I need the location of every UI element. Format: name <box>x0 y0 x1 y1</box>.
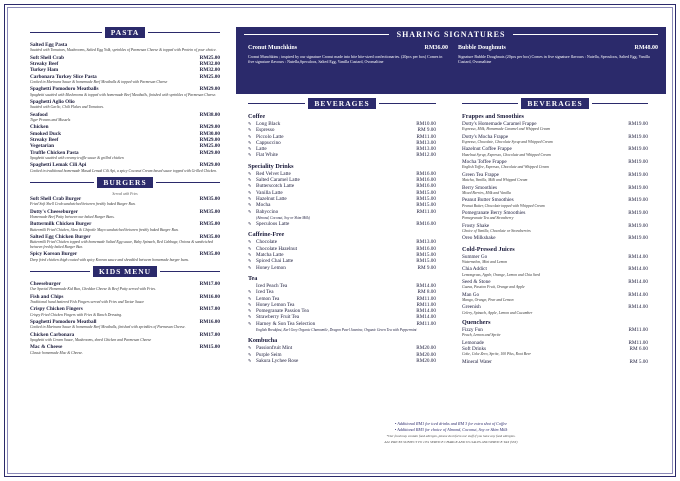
beverage-item <box>248 152 436 158</box>
beverage-name: Iced Tea <box>256 289 274 296</box>
beverage-desc: Celery, Spinach, Apple, Lemon and Cucumber <box>462 310 533 315</box>
item-desc: Cooked in Marinara Sauce & homemade Beef Meatballs & topped with Parmesan Cheese <box>30 79 168 84</box>
beverage-price: RM15.00 <box>416 258 436 265</box>
beverage-name: Flat White <box>256 152 278 159</box>
item-price: RM29.00 <box>199 86 220 93</box>
beverage-desc: Mixed Berries, Milk and Vanilla <box>462 190 511 195</box>
bubble-name: Bubble Doughnuts <box>458 45 506 51</box>
vegan-mark-icon: ✎ <box>248 289 252 295</box>
signatures-header <box>236 30 666 39</box>
bev-mid-list <box>248 113 436 364</box>
beverage-name: Dotty's Homemade Caramel Frappe <box>462 121 537 127</box>
item-price: RM38.00 <box>199 111 220 118</box>
bev-section-title: Speciality Drinks <box>248 162 294 170</box>
beverage-name: Peanut Butter Smoothies <box>462 197 514 204</box>
beverage-price: RM19.00 <box>628 159 648 166</box>
beverage-name: Seed & Stone <box>462 279 491 286</box>
bev-mid-title: BEVERAGES <box>308 98 375 109</box>
beverage-name: Lemonade <box>462 339 484 346</box>
beverage-desc: Pomegranate Tea and Strawberry <box>462 216 514 221</box>
item-name: Carbonara Turkey Slice Pasta <box>30 73 97 80</box>
beverage-desc: Lemongrass, Apple, Orange, Lemon and Chia Seed <box>462 272 541 277</box>
beverage-name: Red Velvet Latte <box>256 170 291 177</box>
beverage-price: RM14.00 <box>628 291 648 298</box>
beverage-price: RM16.00 <box>416 183 436 190</box>
beverage-price: RM14.00 <box>628 253 648 260</box>
beverage-name: Honey Lemon <box>256 264 286 271</box>
vegan-mark-icon: ✎ <box>248 295 252 301</box>
beverage-item <box>248 327 436 333</box>
item-price: RM35.00 <box>199 221 220 228</box>
beverage-label <box>248 327 417 333</box>
item-price: RM17.00 <box>199 280 220 287</box>
divider <box>379 103 436 104</box>
item-name: Dotty's Cheeseburger <box>30 208 78 215</box>
beverage-name: Chocolate Hazelnut <box>256 245 298 252</box>
beverage-item <box>248 358 436 364</box>
kids-list <box>30 281 220 355</box>
divider <box>462 103 518 104</box>
beverage-price: RM19.00 <box>628 121 648 127</box>
beverage-name: Matcha Latte <box>256 252 284 259</box>
vegan-mark-icon: ✎ <box>248 133 252 139</box>
item-desc: Fried Soft Shell Crab sandwiched between freshly baked Burger Bun. <box>30 202 136 207</box>
vegan-mark-icon: ✎ <box>248 121 252 126</box>
item-name: Turkey Ham <box>30 67 59 74</box>
item-price: RM25.00 <box>199 73 220 80</box>
beverage-price: RM19.00 <box>628 171 648 178</box>
item-desc: Sautéed with Garlic, Chili Flakes and Tomatoes. <box>30 105 104 110</box>
item-price: RM29.00 <box>199 124 220 131</box>
beverage-label <box>248 265 286 271</box>
vegan-mark-icon: ✎ <box>248 357 252 363</box>
beverage-desc: Coke, Coke Zero, Sprite, 100 Plus, Root Beer <box>462 352 531 357</box>
beverage-name: Summer Go <box>462 253 488 260</box>
item-name: Soft Shell Crab Burger <box>30 196 82 202</box>
beverage-name: Pomegranate Berry Smoothies <box>462 209 526 216</box>
beverage-name: Oreo Milkshake <box>462 235 496 242</box>
beverage-desc: Peach, Lemon and Sprite <box>462 333 501 338</box>
item-desc: Deep fried chicken thigh coated with spicy Korean sauce and shredded between homemade burger buns. <box>30 257 189 262</box>
item-name: Truffle Chicken Pasta <box>30 149 79 156</box>
item-name: Buttermilk Chicken Burger <box>30 221 92 228</box>
beverage-price: RM11.00 <box>628 339 648 346</box>
beverage-price: RM14.00 <box>416 314 436 321</box>
note-iced: • Additional RM1 for iced drinks and RM 3 for extra shot of Coffee <box>394 421 508 426</box>
beverage-price: RM11.00 <box>416 301 436 308</box>
cronut-desc: Cronut Munchkins ; inspired by our signature Cronut made into bite bite-sized confectionaries. (20pcs per box) Comes in five signature flavours : Nutella,Speculoos, Salted Egg, Vanilla Custard, Ovomaltine <box>248 54 443 64</box>
bev-section-title: Kombucha <box>248 337 278 345</box>
item-name: Spaghetti Pomodoro Meatballs <box>30 86 99 93</box>
vegan-mark-icon: ✎ <box>248 195 252 201</box>
burgers-list <box>30 196 220 262</box>
vegan-mark-icon: ✎ <box>248 351 252 357</box>
beverage-desc: English Toffee, Espresso, Chocolate and Whipped Cream <box>462 165 549 170</box>
beverage-price: RM19.00 <box>628 184 648 191</box>
item-price: RM35.00 <box>199 208 220 215</box>
beverage-price: RM19.00 <box>628 222 648 229</box>
beverage-name: Mocha Toffee Frappe <box>462 159 507 166</box>
item-name: Crispy Chicken Fingers <box>30 306 83 313</box>
bev-section-title: Frappes and Smoothies <box>462 113 524 120</box>
vegan-mark-icon: ✎ <box>248 314 252 320</box>
pasta-list <box>30 42 220 173</box>
vegan-mark-icon: ✎ <box>248 252 252 258</box>
burgers-header <box>30 177 220 188</box>
beverage-price: RM11.00 <box>628 327 648 334</box>
beverage-name: Frosty Shake <box>462 222 490 229</box>
item-name: Spaghetti Aglio Olio <box>30 99 75 105</box>
bev-section-title: Quenchers <box>462 319 491 327</box>
beverage-name: Chocolate <box>256 239 278 246</box>
note-milk: • Additional RM3 for choice of Almond, Coconut, Soy or Skim Milk <box>394 427 508 432</box>
cronut-name: Cronut Munchkins <box>248 45 298 51</box>
divider <box>30 32 102 33</box>
item-name: Cheeseburger <box>30 280 61 287</box>
vegan-mark-icon: ✎ <box>248 127 252 133</box>
bubble-doughnuts <box>458 45 658 64</box>
vegan-mark-icon: ✎ <box>248 152 252 158</box>
item-price: RM35.00 <box>199 251 220 258</box>
beverage-name: Butterscotch Latte <box>256 183 295 190</box>
item-desc: Spaghetti sautéed with Mushrooms & topped with homemade Beef Meatballs, finished with sprinkles of Parmesan Cheese. <box>30 92 217 97</box>
item-name: Salted Egg Chicken Burger <box>30 234 91 241</box>
middle-beverages-column <box>248 98 436 418</box>
beverage-label <box>248 358 298 364</box>
beverage-desc: Peanut Butter, Chocolate topped with Whipped Cream <box>462 203 545 208</box>
item-price: RM29.00 <box>199 149 220 156</box>
beverage-price: RM15.00 <box>416 189 436 196</box>
beverage-name: Purple Seim <box>256 351 282 358</box>
item-price: RM17.00 <box>199 331 220 338</box>
beverage-name: Green Tea Frappe <box>462 171 499 178</box>
beverage-price: RM13.00 <box>416 146 436 153</box>
item-name: Salted Egg Pasta <box>30 42 68 48</box>
item-name: Mac & Cheese <box>30 344 63 351</box>
beverage-name: (Almond, Coconut, Soy or Skim Milk) <box>256 215 310 220</box>
beverage-price: RM 9.00 <box>417 127 436 134</box>
item-name: Seafood <box>30 111 48 118</box>
divider <box>30 182 94 183</box>
note-allergen: *Our food may contain food allergen, please do inform our staff if you have any food allergies. <box>386 434 516 438</box>
vegan-mark-icon: ✎ <box>248 183 252 189</box>
beverage-name: Mineral Water <box>462 358 492 365</box>
divider <box>513 34 658 35</box>
divider <box>248 103 305 104</box>
beverage-desc: Choice of Vanilla, Chocolate or Strawberries <box>462 228 531 233</box>
item-desc: Cooked in traditional homemade Masak Lemak Cili Api, a spicy Coconut Cream based sauce topped with Grilled Chicken. <box>30 168 217 173</box>
item-name: Streaky Beef <box>30 61 59 67</box>
beverage-price: RM16.00 <box>416 177 436 184</box>
beverage-name: Greenish <box>462 304 481 311</box>
vegan-mark-icon: ✎ <box>248 308 252 314</box>
beverage-price: RM14.00 <box>628 304 648 311</box>
item-name: Spicy Korean Burger <box>30 251 78 258</box>
beverage-name: Pomegranate Passion Tea <box>256 308 309 315</box>
beverage-name: Berry Smoothies <box>462 184 498 191</box>
note-tax: ALL PRICES SUBJECT TO 10% SERVICE CHARGE AND 6% SALES AND SERVICE TAX (SST) <box>384 440 518 444</box>
beverage-price: RM 8.00 <box>417 289 436 296</box>
beverage-price: RM16.00 <box>416 170 436 177</box>
beverage-item <box>248 265 436 271</box>
item-name: Spaghetti Pomodoro Meatball <box>30 319 97 326</box>
item-price: RM32.00 <box>199 67 220 74</box>
vegan-mark-icon: ✎ <box>248 301 252 307</box>
beverage-price: RM19.00 <box>628 235 648 242</box>
beverage-price: RM20.00 <box>416 351 436 358</box>
beverage-price: RM19.00 <box>628 133 648 140</box>
beverage-price: RM20.00 <box>416 357 436 364</box>
beverage-name: Speculoos Latte <box>256 221 290 228</box>
vegan-mark-icon: ✎ <box>248 208 252 214</box>
item-price: RM16.00 <box>199 293 220 300</box>
item-price: RM17.00 <box>199 306 220 313</box>
item-desc: Crispy Fried Chicken Fingers with Fries & Ranch Dressing. <box>30 312 123 317</box>
item-desc: Classic homemade Mac & Cheese. <box>30 350 84 355</box>
beverage-price: RM11.00 <box>416 133 436 140</box>
beverage-desc: Espresso, Chocolate, Chocolate Syrup and Whipped Cream <box>462 140 553 144</box>
item-price: RM16.00 <box>199 319 220 326</box>
cronut-price: RM36.00 <box>424 45 448 51</box>
beverage-name: Honey Lemon Tea <box>256 301 295 308</box>
item-price: RM25.00 <box>199 54 220 61</box>
item-desc: Traditional hand battered Fish Fingers served with Fries and Tartar Sauce <box>30 299 145 304</box>
beverage-label <box>248 221 289 227</box>
divider <box>244 34 389 35</box>
beverage-price: RM16.00 <box>416 221 436 228</box>
beverage-name: Babyccino <box>256 208 279 215</box>
vegan-mark-icon: ✎ <box>248 264 252 270</box>
item-name: Fish and Chips <box>30 293 64 300</box>
beverage-desc: Espresso, Milk, Homemade Caramel and Whipped Cream <box>462 127 551 132</box>
beverage-name: Passionfruit Mint <box>256 345 293 352</box>
bev-section-title: Tea <box>248 274 258 282</box>
beverage-price: RM15.00 <box>416 195 436 202</box>
beverage-item <box>248 221 436 227</box>
bev-right-header <box>462 98 648 109</box>
vegan-mark-icon: ✎ <box>248 202 252 208</box>
vegan-mark-icon: ✎ <box>248 146 252 152</box>
beverage-name: Strawberry Fruit Tea <box>256 314 300 321</box>
beverage-name: English Breakfast, Earl Grey Organic Chamomile, Dragon Pearl Jasmine, Organic Green Tea with Peppermint <box>256 328 417 333</box>
beverage-name: Piccolo Latte <box>256 133 284 140</box>
vegan-mark-icon: ✎ <box>248 189 252 195</box>
beverage-price: RM12.00 <box>416 152 436 159</box>
beverage-price: RM15.00 <box>416 252 436 259</box>
vegan-mark-icon: ✎ <box>248 239 252 245</box>
item-desc: Homemade Beef Patty between our baked Burger Buns. <box>30 215 115 219</box>
beverage-name: Mocha <box>256 202 271 209</box>
right-beverages-column <box>462 98 648 418</box>
beverage-price: RM13.00 <box>416 139 436 146</box>
bev-section-title: Cold-Pressed Juices <box>462 245 515 253</box>
beverage-desc: Mango, Orange, Pear and Lemon <box>462 298 514 303</box>
burgers-tagline: Served with Fries <box>112 192 138 196</box>
sharing-signatures-panel <box>236 27 666 94</box>
beverage-desc: Guava, Passion Fruit, Orange and Apple <box>462 285 525 290</box>
vegan-mark-icon: ✎ <box>248 258 252 264</box>
beverage-price: RM14.00 <box>416 308 436 315</box>
beverage-name: Spiced Chai Latte <box>256 258 294 265</box>
item-price: RM15.00 <box>199 344 220 351</box>
beverage-price: RM19.00 <box>628 197 648 204</box>
beverage-price: RM14.00 <box>628 279 648 286</box>
vegan-mark-icon: ✎ <box>248 345 252 351</box>
item-desc: Buttermilk Fried Chicken, Slaw & Chipotle Mayo sandwiched between freshly baked Burger Bun. <box>30 227 179 232</box>
signatures-title: SHARING SIGNATURES <box>396 30 506 39</box>
beverage-price: RM 9.00 <box>417 264 436 271</box>
pasta-header <box>30 27 220 38</box>
beverage-name: Man Go <box>462 291 480 298</box>
item-name: Soft Shell Crab <box>30 54 65 61</box>
beverage-item <box>462 359 648 365</box>
beverage-name: Hazelnut Latte <box>256 195 287 202</box>
beverage-name: Soft Drinks <box>462 346 487 353</box>
beverage-price: RM 5.00 <box>629 358 648 365</box>
item-name: Streaky Beef <box>30 137 59 143</box>
item-desc: Spaghetti with Cream Sauce, Mushrooms, shred Chicken and Parmesan Cheese <box>30 338 152 343</box>
beverage-name: Sakura Lychee Rose <box>256 357 299 364</box>
item-price: RM35.00 <box>199 234 220 241</box>
item-price: RM25.00 <box>199 143 220 150</box>
divider <box>592 103 648 104</box>
beverage-name: Dotty's Mocha Frappe <box>462 133 509 140</box>
beverage-name: Fizzy Fun <box>462 327 483 334</box>
beverage-name: Salted Caramel Latte <box>256 177 300 184</box>
burgers-title: BURGERS <box>97 177 152 188</box>
beverage-name: Hazelnut Coffee Frappe <box>462 146 512 153</box>
item-desc: Sautéed with Tomatoes, Mushrooms, Salted Egg Yolk, sprinkles of Parmesan Cheese & topped with Protein of your choice. <box>30 48 217 53</box>
bubble-price: RM48.00 <box>634 45 658 51</box>
beverage-price: RM13.00 <box>416 239 436 246</box>
left-column <box>30 27 220 447</box>
beverage-price: RM19.00 <box>628 209 648 216</box>
beverage-name: Chia Addict <box>462 266 487 273</box>
beverage-desc: Matcha, Vanilla, Milk and Whipped Cream <box>462 178 528 183</box>
beverage-label <box>248 152 278 158</box>
kids-title: KIDS MENU <box>93 266 157 277</box>
beverage-name: Harney & Son Tea Selection <box>256 320 316 327</box>
beverage-price: RM14.00 <box>416 282 436 289</box>
bev-right-title: BEVERAGES <box>521 98 588 109</box>
beverage-price: RM11.00 <box>416 208 436 215</box>
vegan-mark-icon: ✎ <box>248 245 252 251</box>
item-desc: Our Special Homemade Kid Bun, Cheddar Cheese & Beef Patty served with Fries. <box>30 287 156 292</box>
vegan-mark-icon: ✎ <box>248 170 252 176</box>
beverage-price: RM14.00 <box>628 266 648 273</box>
item-desc: Buttermilk Fried Chicken topped with homemade Salted Egg sauce, Baby Spinach, Red Cabbage, Onions & sandwiched between freshly baked Burger Bun. <box>30 240 214 249</box>
divider <box>156 182 220 183</box>
bev-mid-header <box>248 98 436 109</box>
item-price: RM29.00 <box>199 137 220 143</box>
beverage-price: RM11.00 <box>416 295 436 302</box>
kids-header <box>30 266 220 277</box>
beverage-price: RM15.00 <box>416 202 436 209</box>
divider <box>148 32 220 33</box>
vegan-mark-icon: ✎ <box>248 139 252 145</box>
vegan-mark-icon: ✎ <box>248 320 252 326</box>
item-desc: Tiger Prawns and Mussels <box>30 118 71 122</box>
beverage-price: RM19.00 <box>628 146 648 153</box>
beverage-price: RM20.00 <box>416 345 436 352</box>
beverage-price: RM10.00 <box>416 121 436 127</box>
item-price: RM32.00 <box>199 61 220 67</box>
vegan-mark-icon: ✎ <box>248 221 252 227</box>
beverage-name: Iced Peach Tea <box>256 282 288 289</box>
item-price: RM30.00 <box>199 130 220 137</box>
item-desc: Cooked in Marinara Sauce & homemade Beef Meatballs, finished with sprinkles of Parmesan Cheese. <box>30 325 186 330</box>
beverage-price: RM 6.00 <box>629 346 648 353</box>
beverage-desc: Hazelnut Syrup, Espresso, Chocolate and Whipped Cream <box>462 152 551 157</box>
item-name: Smoked Duck <box>30 130 61 137</box>
item-name: Chicken Carbonara <box>30 331 75 338</box>
footer-notes <box>236 421 666 445</box>
beverage-name: Lemon Tea <box>256 295 280 302</box>
beverage-name: Cappuccino <box>256 139 281 146</box>
beverage-price: RM16.00 <box>416 245 436 252</box>
item-price: RM35.00 <box>199 196 220 202</box>
bev-right-list <box>462 113 648 365</box>
item-name: Vegetarian <box>30 143 55 150</box>
bubble-desc: Signature Bubble Doughnuts (20pcs per box) Comes in five signature flavours : Nutella, Speculoos, Salted Egg, Vanilla Custard, Ovomaltine <box>458 54 650 64</box>
item-name: Spaghetti Lemak Cili Api <box>30 162 87 169</box>
bev-section-title: Coffee <box>248 113 266 120</box>
item-desc: Spaghetti sautéed with creamy truffle sauce & grilled chicken <box>30 155 124 160</box>
beverage-name: Long Black <box>256 121 281 127</box>
item-name: Chicken <box>30 124 49 131</box>
beverage-name: Latte <box>256 146 267 153</box>
divider <box>30 271 90 272</box>
beverage-name: Espresso <box>256 127 275 134</box>
divider <box>160 271 220 272</box>
pasta-title: PASTA <box>105 27 145 38</box>
item-price: RM29.00 <box>199 162 220 169</box>
beverage-desc: Watermelon, Mint and Lemon <box>462 259 508 264</box>
bev-section-title: Caffeine-Free <box>248 231 285 239</box>
beverage-name: Vanilla Latte <box>256 189 283 196</box>
beverage-price: RM11.00 <box>416 320 436 327</box>
vegan-mark-icon: ✎ <box>248 177 252 183</box>
cronut-munchkins <box>248 45 448 64</box>
beverage-item <box>462 235 648 241</box>
